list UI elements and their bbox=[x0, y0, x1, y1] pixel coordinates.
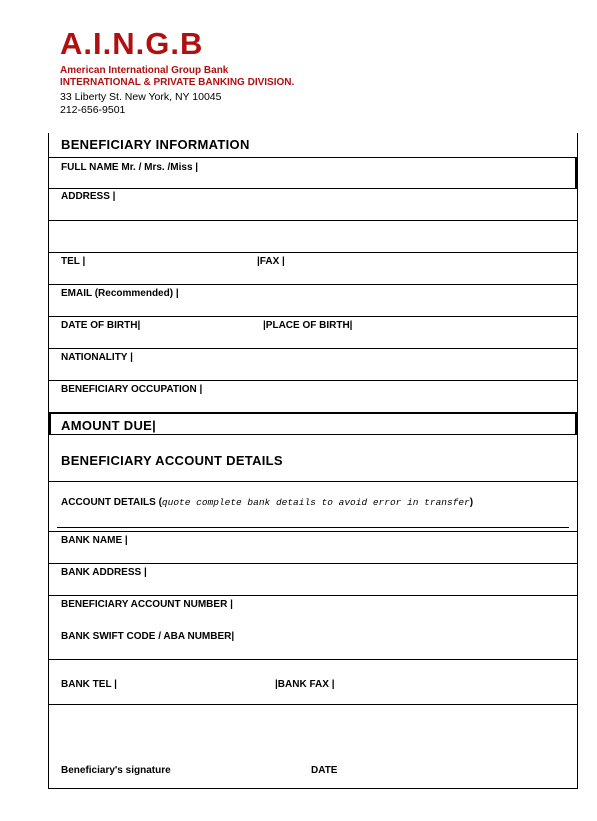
section-title-beneficiary: BENEFICIARY INFORMATION bbox=[61, 137, 250, 152]
full-name-field[interactable]: FULL NAME Mr. / Mrs. /Miss | bbox=[61, 162, 199, 173]
bank-division: INTERNATIONAL & PRIVATE BANKING DIVISION. bbox=[60, 77, 295, 88]
bank-tel-field[interactable]: BANK TEL | bbox=[61, 679, 117, 690]
row-divider bbox=[49, 704, 577, 705]
occupation-field[interactable]: BENEFICIARY OCCUPATION | bbox=[61, 384, 203, 395]
dob-field[interactable]: DATE OF BIRTH| bbox=[61, 320, 141, 331]
account-details-close: ) bbox=[469, 497, 474, 508]
account-details-underline bbox=[57, 527, 569, 528]
letterhead bbox=[60, 28, 294, 117]
row-divider bbox=[49, 659, 577, 660]
bank-logo: A.I.N.G.B bbox=[60, 26, 204, 61]
row-divider bbox=[49, 481, 577, 482]
row-divider bbox=[49, 563, 577, 564]
row-divider bbox=[49, 284, 577, 285]
field-border bbox=[575, 412, 577, 434]
row-divider bbox=[49, 531, 577, 532]
row-divider bbox=[49, 380, 577, 381]
signature-line[interactable]: ´´´´´´´´´´´´´´´´´´´´´´´´´´´´´´´´´´´´´´´´´´´´´´´´´´´´´´´´´´´´´´´ bbox=[61, 751, 156, 757]
nationality-field[interactable]: NATIONALITY | bbox=[61, 352, 133, 363]
pob-field[interactable]: |PLACE OF BIRTH| bbox=[263, 320, 353, 331]
section-title-account: BENEFICIARY ACCOUNT DETAILS bbox=[61, 453, 283, 468]
bank-phone: 212-656-9501 bbox=[60, 104, 126, 116]
bank-fax-field[interactable]: |BANK FAX | bbox=[275, 679, 335, 690]
row-divider bbox=[49, 188, 577, 189]
tel-field[interactable]: TEL | bbox=[61, 256, 86, 267]
account-number-field[interactable]: BENEFICIARY ACCOUNT NUMBER | bbox=[61, 599, 233, 610]
signature-label: Beneficiary's signature bbox=[61, 765, 171, 776]
beneficiary-form bbox=[48, 133, 578, 789]
swift-field[interactable]: BANK SWIFT CODE / ABA NUMBER| bbox=[61, 631, 235, 642]
bank-address-field[interactable]: BANK ADDRESS | bbox=[61, 567, 147, 578]
account-details-note: quote complete bank details to avoid error in transfer bbox=[161, 497, 470, 508]
account-details-label: ACCOUNT DETAILS ( bbox=[61, 497, 162, 508]
fax-field[interactable]: |FAX | bbox=[257, 256, 285, 267]
row-divider bbox=[49, 434, 577, 435]
amount-due-field[interactable]: AMOUNT DUE| bbox=[61, 418, 157, 433]
row-divider bbox=[49, 412, 577, 414]
row-divider bbox=[49, 157, 577, 158]
bank-address: 33 Liberty St. New York, NY 10045 bbox=[60, 91, 222, 103]
field-border bbox=[49, 412, 51, 434]
bank-name-field[interactable]: BANK NAME | bbox=[61, 535, 128, 546]
date-label: DATE bbox=[311, 765, 338, 776]
row-divider bbox=[49, 220, 577, 221]
email-field[interactable]: EMAIL (Recommended) | bbox=[61, 288, 179, 299]
row-divider bbox=[49, 252, 577, 253]
date-line[interactable]: ´´´´´´´´´´´´´´´´´´´´´´´´´´´´´´´´´´´´´´´´´´´´´´´´´´´ bbox=[299, 751, 376, 757]
bank-name: American International Group Bank bbox=[60, 65, 229, 76]
row-divider bbox=[49, 595, 577, 596]
account-details-field[interactable] bbox=[61, 497, 473, 508]
row-divider bbox=[49, 348, 577, 349]
field-border bbox=[575, 157, 577, 188]
address-field[interactable]: ADDRESS | bbox=[61, 191, 116, 202]
row-divider bbox=[49, 316, 577, 317]
